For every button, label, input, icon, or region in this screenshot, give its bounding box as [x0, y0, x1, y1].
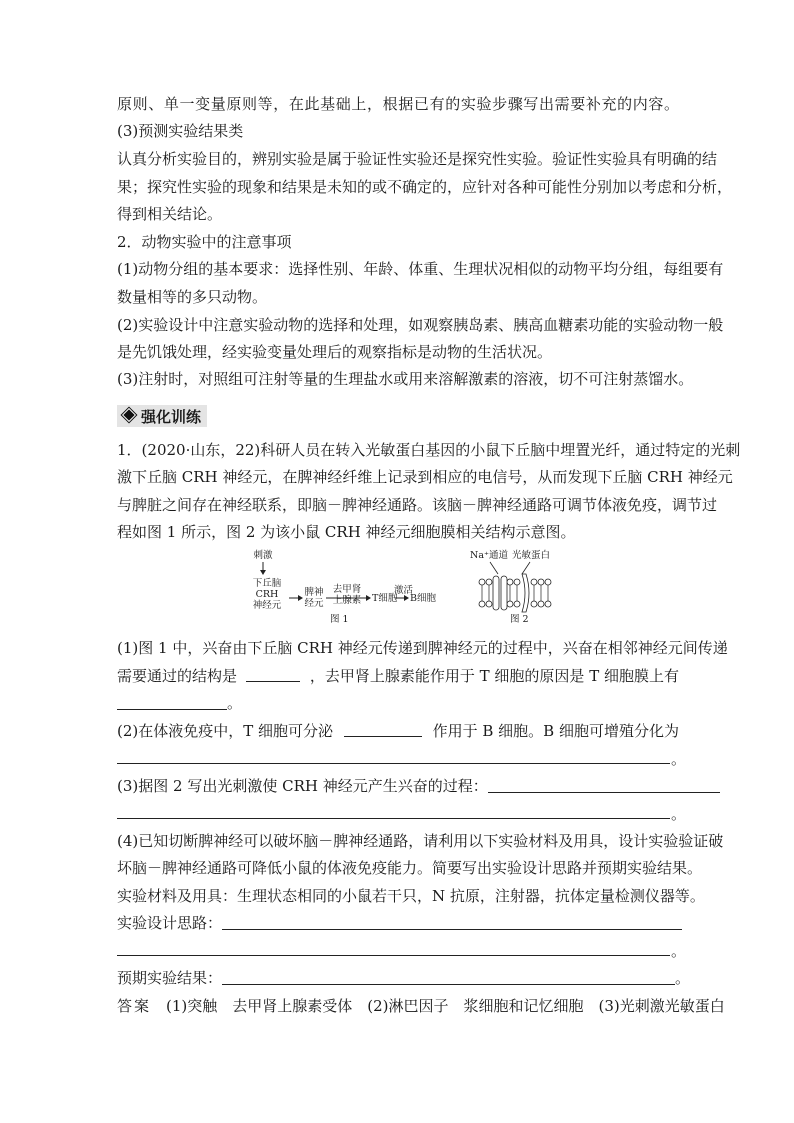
fig1-node1-line1: 下丘脑: [252, 578, 282, 589]
intro-line-2: (3)预测实验结果类: [117, 122, 244, 140]
fig1-bcell: B细胞: [410, 593, 436, 604]
result-blank[interactable]: [222, 969, 675, 985]
design-blank-1[interactable]: [222, 914, 682, 930]
fig1-caption: 图 1: [330, 614, 349, 625]
part1-blank-1[interactable]: [246, 666, 300, 682]
fig2-na-channel-label: Na⁺通道: [470, 550, 508, 561]
answer-text: (1)突触 去甲肾上腺素受体 (2)淋巴因子 浆细胞和记忆细胞 (3)光刺激光敏蛋白: [166, 997, 725, 1015]
intro-line-10: 是先饥饿处理，经实验变量处理后的观察指标是动物的生活状况。: [117, 343, 553, 361]
section-header: [117, 405, 207, 427]
fig1-node2-line2: 经元: [304, 598, 324, 609]
part2-text-2: 作用于 B 细胞。B 细胞可增殖分化为: [432, 722, 679, 740]
part1-text-1: 需要通过的结构是: [117, 667, 238, 685]
design-label: 实验设计思路：: [117, 914, 223, 932]
part2-end: 。: [671, 750, 687, 768]
part3-line-1: [117, 776, 679, 796]
design-line: [117, 913, 679, 933]
fig2-caption: 图 2: [510, 614, 529, 625]
intro-line-11: (3)注射时，对照组可注射等量的生理盐水或用来溶解激素的溶液，切不可注射蒸馏水。: [117, 370, 694, 388]
part1-line-3: [117, 693, 679, 713]
part4-line-1: (4)已知切断脾神经可以破坏脑－脾神经通路，请利用以下实验材料及用具，设计实验验证破: [117, 832, 724, 850]
part2-line-1: [117, 721, 679, 741]
result-end: 。: [675, 969, 691, 987]
question-line-1: 1．(2020·山东，22)科研人员在转入光敏蛋白基因的小鼠下丘脑中埋置光纤，通过特定的光刺: [117, 441, 741, 459]
part1-blank-2[interactable]: [117, 694, 227, 710]
question-line-4: 程如图 1 所示，图 2 为该小鼠 CRH 神经元细胞膜相关结构示意图。: [117, 523, 576, 541]
intro-line-9: (2)实验设计中注意实验动物的选择和处理，如观察胰岛素、胰高血糖素功能的实验动物一般: [117, 316, 724, 334]
part3-text: (3)据图 2 写出光刺激使 CRH 神经元产生兴奋的过程：: [117, 777, 488, 795]
design-end: 。: [671, 942, 687, 960]
part3-blank-2[interactable]: [117, 818, 670, 819]
part2-text-1: (2)在体液免疫中，T 细胞可分泌: [117, 722, 334, 740]
intro-line-1: 原则、单一变量原则等，在此基础上，根据已有的实验步骤写出需要补充的内容。: [117, 95, 679, 113]
fig1-arrow-label-line2: 上腺素: [332, 595, 362, 606]
part4-line-3: 实验材料及用具：生理状态相同的小鼠若干只，N 抗原，注射器，抗体定量检测仪器等。: [117, 887, 705, 905]
answer-label: 答案: [117, 997, 152, 1015]
figure-2: [470, 548, 570, 628]
part3-blank-1[interactable]: [488, 777, 720, 793]
question-line-3: 与脾脏之间存在神经联系，即脑－脾神经通路。该脑－脾神经通路可调节体液免疫，调节过: [117, 496, 718, 514]
fig2-photoprotein-label: 光敏蛋白: [512, 550, 551, 561]
question-line-2: 激下丘脑 CRH 神经元，在脾神经纤维上记录到相应的电信号，从而发现下丘脑 CRH 神经元: [117, 468, 733, 486]
fig1-node-spleen-neuron: [302, 587, 326, 609]
part1-line-1: (1)图 1 中，兴奋由下丘脑 CRH 神经元传递到脾神经元的过程中，兴奋在相邻神经元间传递: [117, 639, 728, 657]
intro-heading-2: 2．动物实验中的注意事项: [117, 233, 292, 251]
part2-blank-2[interactable]: [117, 763, 670, 764]
intro-line-3: 认真分析实验目的，辨别实验是属于验证性实验还是探究性实验。验证性实验具有明确的结: [117, 150, 718, 168]
fig1-stimulus: 刺激: [253, 550, 273, 561]
part2-blank-1[interactable]: [344, 721, 422, 737]
fig1-arrow-label: [330, 584, 364, 606]
fig1-node2-line1: 脾神: [304, 587, 324, 598]
part1-text-2: ，去甲肾上腺素能作用于 T 细胞的原因是 T 细胞膜上有: [309, 667, 679, 685]
result-line: [117, 968, 691, 988]
intro-line-5: 得到相关结论。: [117, 205, 223, 223]
result-label: 预期实验结果：: [117, 969, 223, 987]
fig1-tcell: T细胞: [372, 593, 398, 604]
part1-end: 。: [227, 694, 243, 712]
fig1-node-hypothalamus: [250, 578, 284, 611]
intro-line-8: 数量相等的多只动物。: [117, 288, 268, 306]
part1-line-2: [117, 666, 679, 686]
fig1-arrow-label-line1: 去甲肾: [332, 584, 362, 595]
intro-line-7: (1)动物分组的基本要求：选择性别、年龄、体重、生理状况相似的动物平均分组，每组要有: [117, 260, 724, 278]
part4-line-2: 坏脑－脾神经通路可降低小鼠的体液免疫能力。简要写出实验设计思路并预期实验结果。: [117, 859, 703, 877]
intro-line-4: 果；探究性实验的现象和结果是未知的或不确定的，应针对各种可能性分别加以考虑和分析，: [117, 178, 733, 196]
figure-1: [250, 548, 450, 628]
part3-end: 。: [671, 805, 687, 823]
section-title: 强化训练: [141, 408, 202, 426]
design-blank-2[interactable]: [117, 955, 670, 956]
fig1-node1-line2: CRH: [255, 589, 279, 600]
answer-line: [117, 996, 725, 1016]
fig1-activate: 激活: [394, 585, 414, 596]
fig1-node1-line3: 神经元: [252, 600, 282, 611]
